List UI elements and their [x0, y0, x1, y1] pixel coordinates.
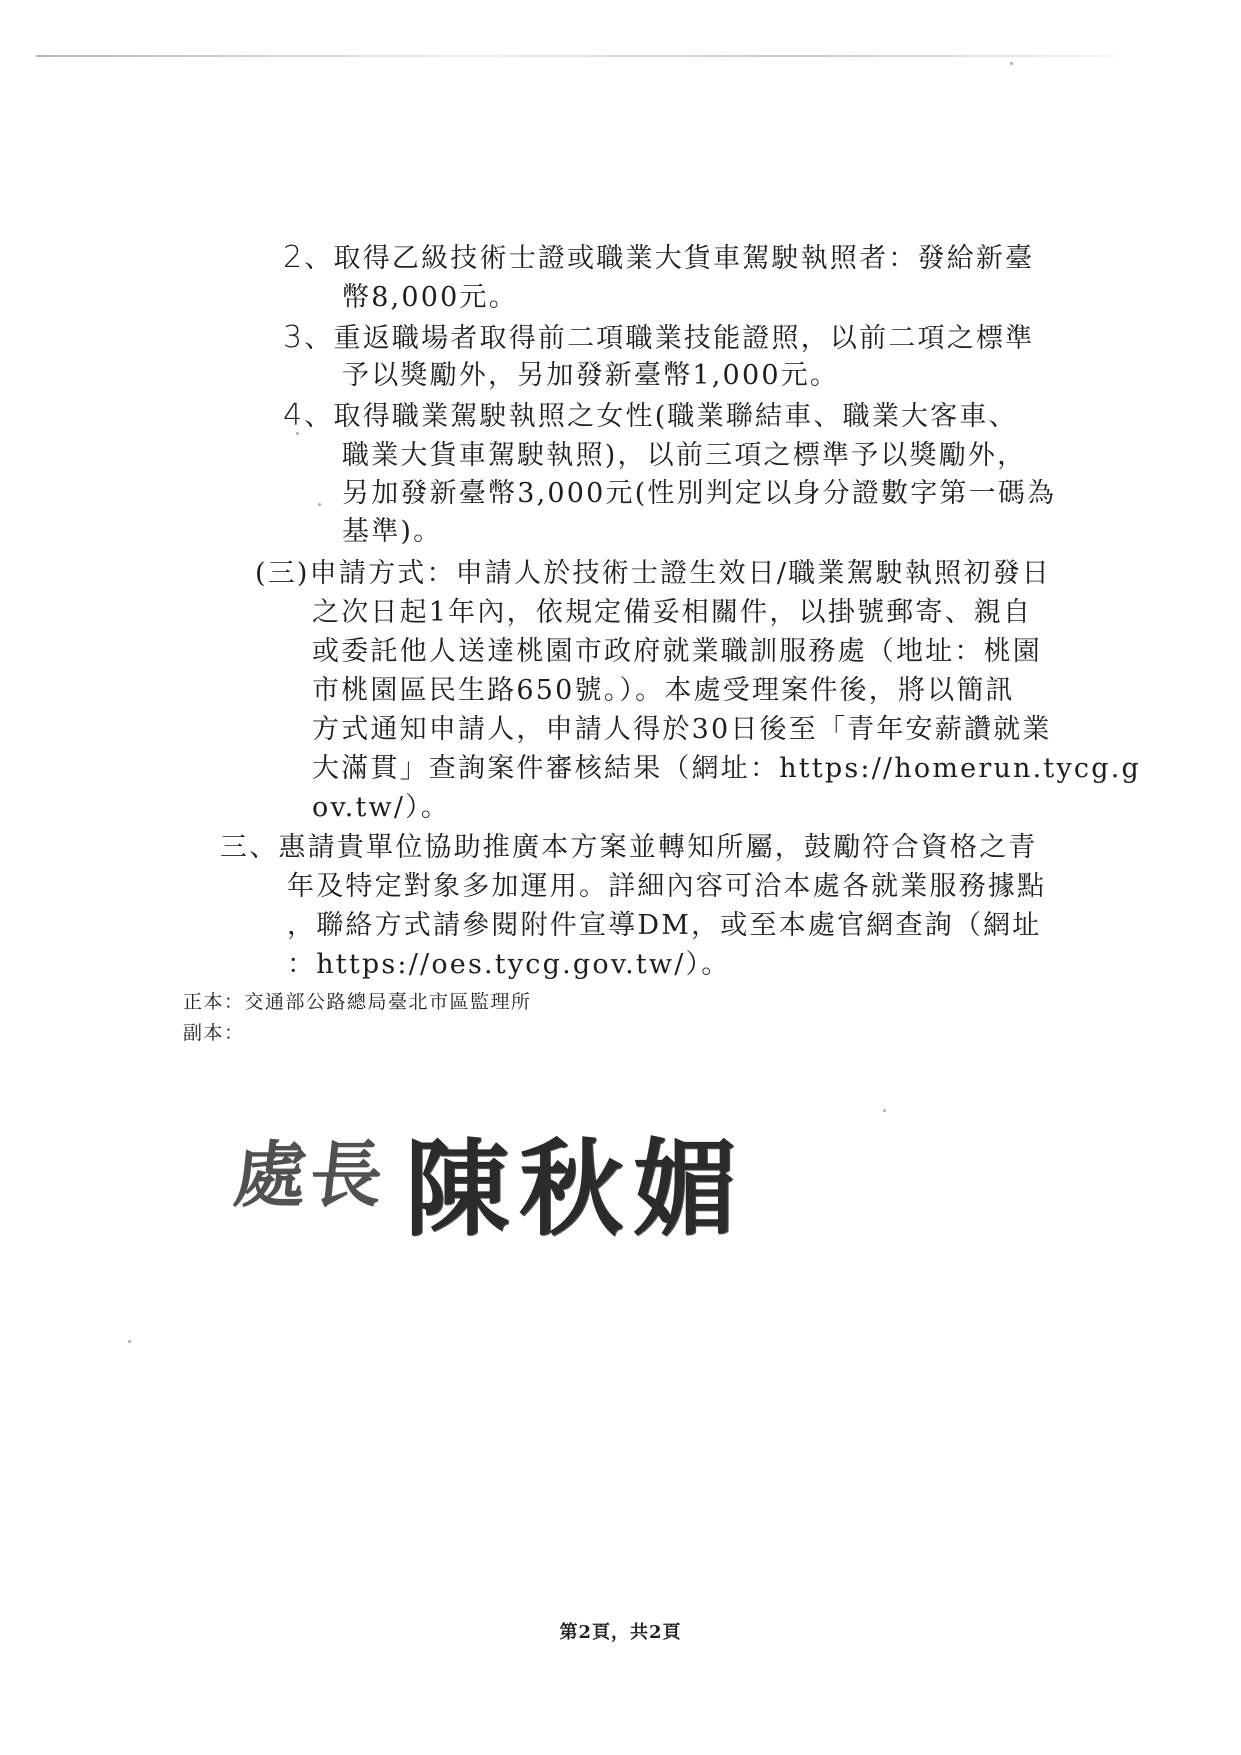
list-item-number: 4 [283, 398, 305, 433]
list-item-4-line-4: 基準)。 [342, 516, 443, 547]
list-item-4-line-3: 另加發新臺幣3,000元(性別判定以身分證數字第一碼為 [342, 478, 1057, 509]
copy-recipient: 副本： [183, 1022, 245, 1044]
original-recipient: 正本：交通部公路總局臺北市區監理所 [183, 991, 532, 1013]
item-three-line-1: 三、惠請貴單位協助推廣本方案並轉知所屬，鼓勵符合資格之青 [220, 832, 1038, 863]
signature-name: 陳秋媚 [405, 1127, 748, 1250]
list-item-3-line-2: 予以獎勵外，另加發新臺幣1,000元。 [342, 360, 840, 391]
section-3-line-3: 或委託他人送達桃園市政府就業職訓服務處（地址：桃園 [312, 636, 1042, 667]
list-item-text: 、取得職業駕駛執照之女性(職業聯結車、職業大客車、 [304, 401, 1018, 432]
scan-speck [128, 1340, 131, 1343]
list-item-number: 3 [283, 320, 305, 355]
scan-speck [318, 503, 321, 506]
list-item-text: 、取得乙級技術士證或職業大貨車駕駛執照者：發給新臺 [304, 243, 1035, 274]
item-three-line-2: 年及特定對象多加運用。詳細內容可洽本處各就業服務據點 [287, 871, 1047, 902]
section-3-line-4: 市桃園區民生路650號。）。本處受理案件後，將以簡訊 [312, 675, 1015, 706]
page-number: 第2頁，共2頁 [559, 1622, 682, 1643]
list-item-4-line-2: 職業大貨車駕駛執照)，以前三項之標準予以獎勵外， [342, 440, 1027, 471]
scan-artifact-line [36, 55, 1116, 57]
list-item-4-line-1 [283, 398, 1018, 435]
signature-title: 處長 [229, 1132, 391, 1217]
scan-speck [883, 1109, 886, 1112]
section-3-line-5: 方式通知申請人，申請人得於30日後至「青年安薪讚就業 [312, 714, 1052, 745]
section-3-line-7: ov.tw/）。 [312, 792, 451, 823]
scan-speck [1010, 62, 1013, 65]
list-item-3-line-1 [283, 320, 1034, 357]
section-3-line-6: 大滿貫」查詢案件審核結果（網址：https://homerun.tycg.g [312, 753, 1141, 784]
list-item-number: 2 [283, 240, 305, 275]
item-three-line-3: ，聯絡方式請參閱附件宣導DM，或至本處官網查詢（網址 [287, 910, 1042, 941]
section-3-line-2: 之次日起1年內，依規定備妥相關件，以掛號郵寄、親自 [312, 597, 1033, 628]
list-item-text: 、重返職場者取得前二項職業技能證照，以前二項之標準 [304, 323, 1035, 354]
item-three-line-4: ：https://oes.tycg.gov.tw/）。 [287, 949, 731, 980]
list-item-2-line-2: 幣8,000元。 [342, 282, 518, 313]
list-item-2-line-1 [283, 240, 1034, 277]
section-3-line-1: (三)申請方式：申請人於技術士證生效日/職業駕駛執照初發日 [255, 558, 1051, 589]
signature [229, 1105, 815, 1255]
